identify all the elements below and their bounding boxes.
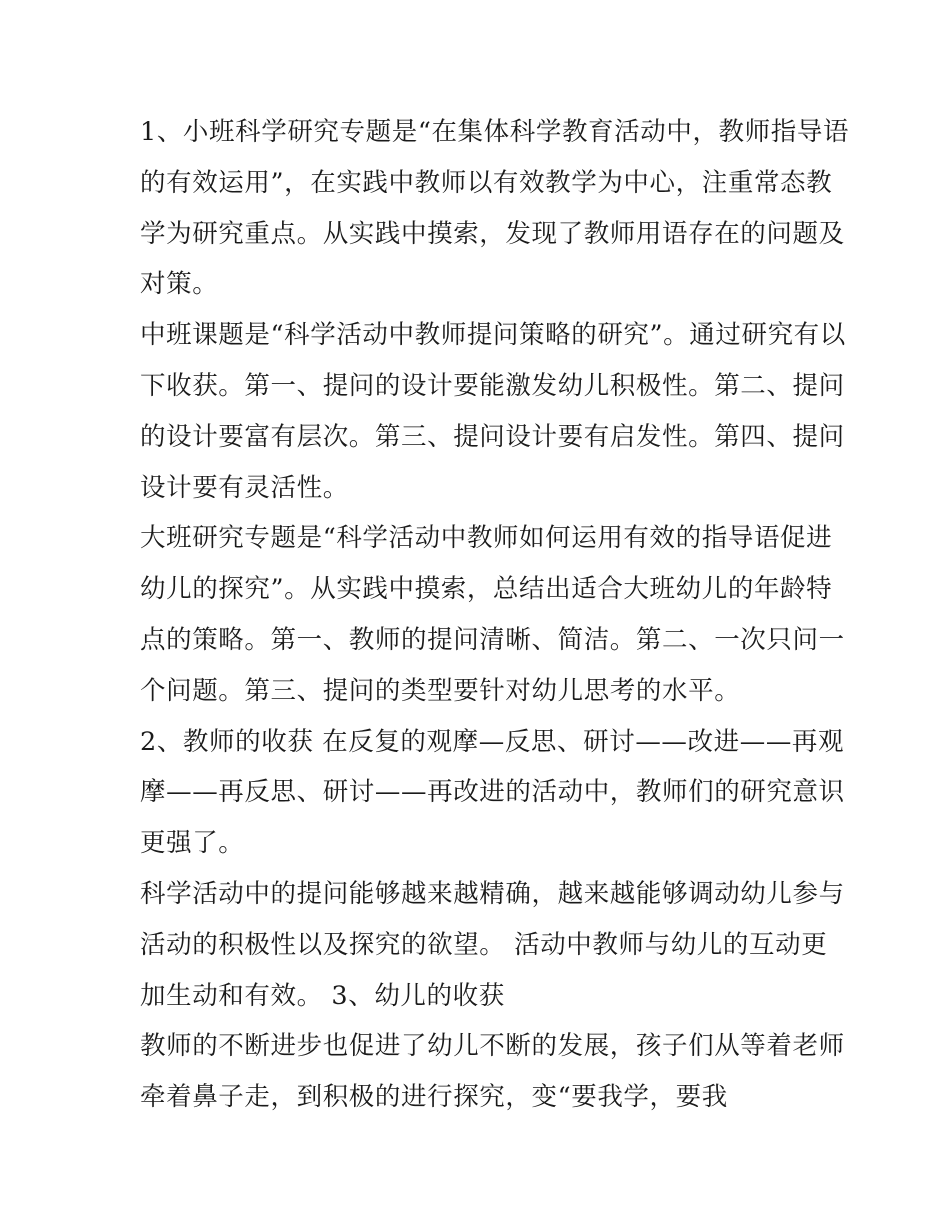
text-line: 个问题。第三、提问的类型要针对幼儿思考的水平。	[140, 675, 741, 706]
text-line: 幼儿的探究”。从实践中摸索，总结出适合大班幼儿的年龄特	[140, 574, 833, 605]
text-line: 加生动和有效。 3、幼儿的收获	[140, 980, 505, 1011]
text-line: 科学活动中的提问能够越来越精确，越来越能够调动幼儿参与	[140, 878, 845, 909]
text-line: 1、小班科学研究专题是“在集体科学教育活动中，教师指导语	[140, 117, 850, 147]
text-line: 的设计要富有层次。第三、提问设计要有启发性。第四、提问	[140, 421, 845, 452]
text-line: 的有效运用”，在实践中教师以有效教学为中心，注重常态教	[140, 167, 833, 198]
text-line: 对策。	[140, 269, 219, 300]
text-line: 中班课题是“科学活动中教师提问策略的研究”。通过研究有以	[140, 320, 846, 351]
text-line: 摩——再反思、研讨——再改进的活动中，教师们的研究意识	[140, 777, 845, 808]
text-line: 2、教师的收获 在反复的观摩—反思、研讨——改进——再观	[140, 726, 845, 757]
text-line: 点的策略。第一、教师的提问清晰、简洁。第二、一次只问一	[140, 624, 845, 655]
text-line: 下收获。第一、提问的设计要能激发幼儿积极性。第二、提问	[140, 370, 845, 401]
text-line: 大班研究专题是“科学活动中教师如何运用有效的指导语促进	[140, 523, 833, 554]
text-line: 牵着鼻子走，到积极的进行探究，变“要我学，要我	[140, 1082, 728, 1113]
text-line: 教师的不断进步也促进了幼儿不断的发展，孩子们从等着老师	[140, 1031, 845, 1062]
text-line: 设计要有灵活性。	[140, 472, 349, 503]
text-line: 更强了。	[140, 828, 245, 859]
text-line: 学为研究重点。从实践中摸索，发现了教师用语存在的问题及	[140, 218, 845, 249]
document-body	[140, 107, 850, 1123]
text-line: 活动的积极性以及探究的欲望。 活动中教师与幼儿的互动更	[140, 929, 828, 960]
